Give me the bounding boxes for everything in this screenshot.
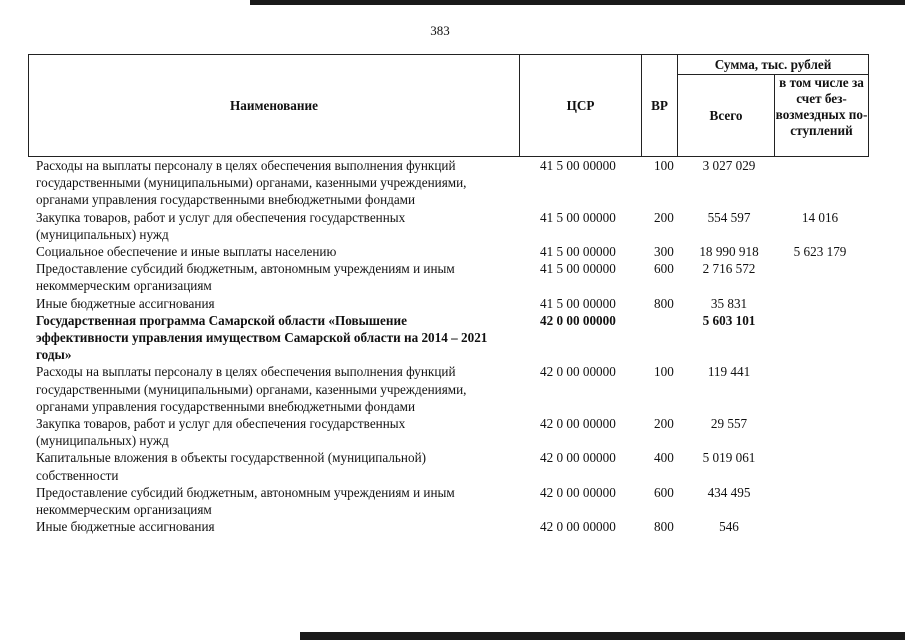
header-csr: ЦСР [520,55,642,157]
row-vr: 600 [654,261,674,277]
row-csr: 42 0 00 00000 [540,364,616,380]
header-name: Наименование [29,55,520,157]
table-row [36,260,866,294]
row-name: Расходы на выплаты персоналу в целях обеспечения выполнения функций государственными (муниципальными) органами, казенными учреждениями, органами управления государственными внебюджетными фондами [36,364,467,414]
row-csr: 41 5 00 00000 [540,295,616,311]
row-total: 5 019 061 [702,450,756,466]
table-row [36,295,866,312]
row-vr: 100 [654,364,674,380]
table-row [36,484,866,518]
row-name: Закупка товаров, работ и услуг для обеспечения государственных (муниципальных) нужд [36,209,406,242]
table-row [36,363,866,415]
row-csr: 42 0 00 00000 [540,416,616,432]
row-total: 3 027 029 [702,158,756,173]
row-vr: 200 [654,416,674,432]
row-csr: 41 5 00 00000 [540,158,616,173]
table-row [36,243,866,260]
row-name: Иные бюджетные ассигнования [36,519,215,535]
row-name: Закупка товаров, работ и услуг для обеспечения государственных (муниципальных) нужд [36,416,406,449]
row-vr: 300 [654,244,674,260]
header-incl: в том числе за счет без-возмездных по-ступлений [775,75,869,157]
row-incl: 5 623 179 [793,244,847,260]
row-name: Расходы на выплаты персоналу в целях обеспечения выполнения функций государственными (муниципальными) органами, казенными учреждениями, органами управления государственными внебюджетными фондами [36,158,467,208]
row-vr: 100 [654,158,674,173]
page-number: 383 [430,23,450,38]
row-total: 18 990 918 [699,244,759,260]
row-vr: 400 [654,450,674,466]
table-row [36,415,866,449]
bottom-border-gap [0,630,300,640]
table-header [28,54,869,157]
table-row [36,157,866,209]
row-csr: 41 5 00 00000 [540,261,616,277]
row-total: 119 441 [707,364,751,380]
row-csr: 42 0 00 00000 [540,484,616,500]
table-row [36,449,866,483]
row-name: Государственная программа Самарской области «Повышение эффективности управления имуществом Самарской области на 2014 – 2021 годы» [36,312,488,363]
row-csr: 42 0 00 00000 [540,312,616,328]
row-name: Капитальные вложения в объекты государственной (муниципальной) собственности [36,450,427,483]
row-csr: 41 5 00 00000 [540,244,616,260]
table-row [36,312,866,364]
header-vr: ВР [642,55,678,157]
row-name: Предоставление субсидий бюджетным, автономным учреждениям и иным некоммерческим организациям [36,484,455,518]
row-csr: 42 0 00 00000 [540,519,616,535]
top-rule [250,0,905,5]
table-row [36,518,866,535]
row-total: 29 557 [710,416,748,432]
row-name: Предоставление субсидий бюджетным, автономным учреждениям и иным некоммерческим организациям [36,261,455,294]
row-total: 2 716 572 [702,261,756,277]
row-incl: 14 016 [801,209,839,225]
table-body [36,157,866,535]
table-row [36,209,866,243]
row-name: Социальное обеспечение и иные выплаты населению [36,244,337,260]
row-total: 434 495 [707,484,751,500]
row-total: 554 597 [707,209,751,225]
row-total: 5 603 101 [702,312,756,328]
row-vr: 200 [654,209,674,225]
row-vr: 800 [654,295,674,311]
header-sum: Сумма, тыс. рублей [678,55,869,75]
row-vr: 600 [654,484,674,500]
row-total: 546 [719,519,739,535]
row-total: 35 831 [710,295,748,311]
row-vr: 800 [654,519,674,535]
row-csr: 42 0 00 00000 [540,450,616,466]
row-name: Иные бюджетные ассигнования [36,295,215,311]
row-csr: 41 5 00 00000 [540,209,616,225]
header-total: Всего [678,75,775,157]
